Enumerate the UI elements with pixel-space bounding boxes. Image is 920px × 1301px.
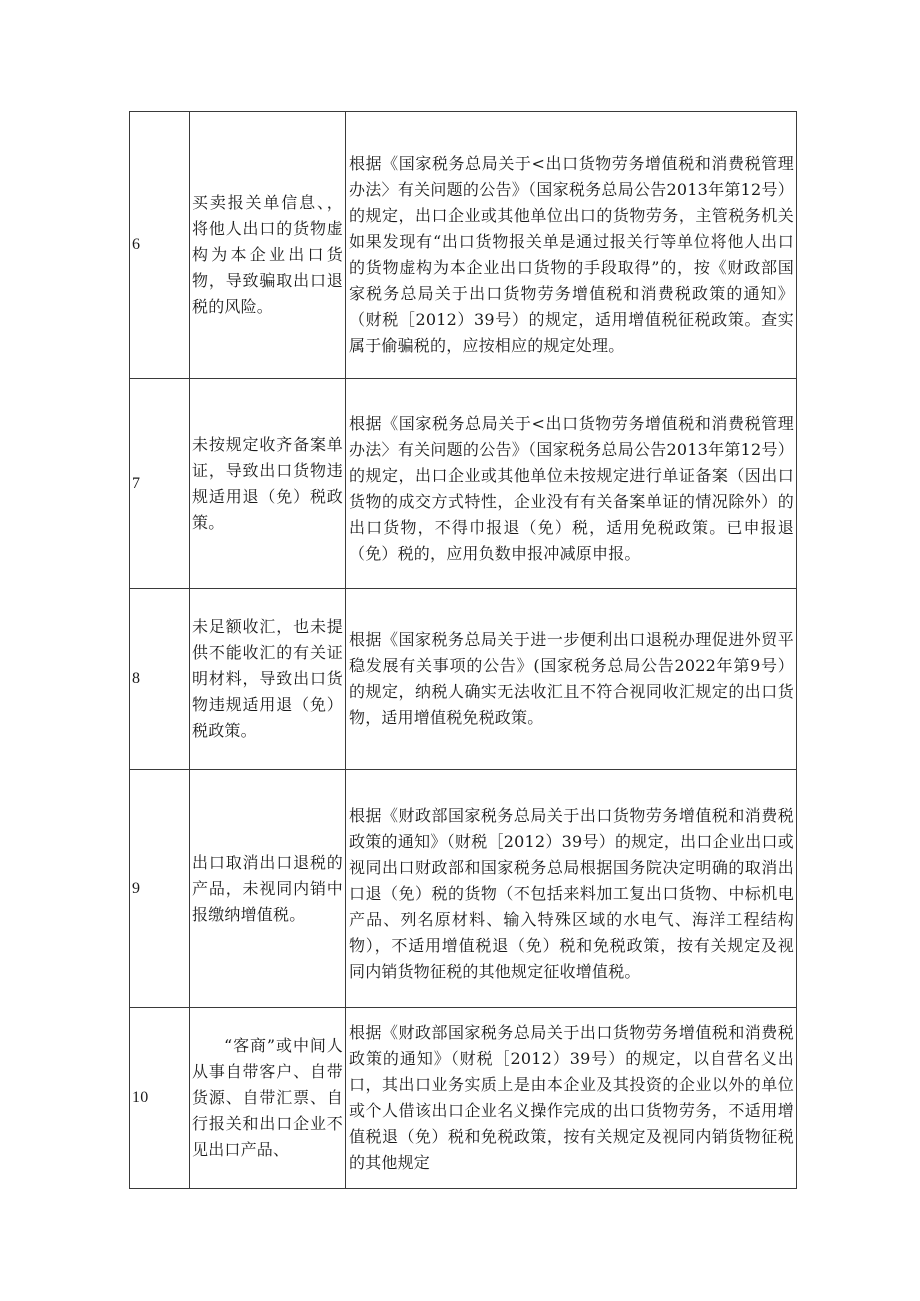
legal-basis [346, 379, 797, 589]
table-row [130, 1008, 797, 1189]
tax-risk-table [129, 111, 797, 1189]
risk-text: 买卖报关单信息、，将他人出口的货物虚构为本企业出口货物，导致骗取出口退税的风险。 [192, 193, 343, 316]
basis-text: 根据《财政部国家税务总局关于出口货物劳务增值税和消费税政策的通知》（财税［2012）39号）的规定，以自营名义出口，其出口业务实质上是由本企业及其投资的企业以外的单位或个人借该出口企业名义操作完成的出口货物劳务，不适用增值税退（免）税和免税政策，按有关规定及视同内销货物征税的其他规定 [349, 1023, 794, 1172]
table-row [130, 112, 797, 379]
risk-text: 未足额收汇，也未提供不能收汇的有关证明材料，导致出口货物违规适用退（免）税政策。 [192, 617, 343, 740]
table-row [130, 589, 797, 770]
risk-text: 出口取消出口退税的产品，未视同内销中报缴纳增值税。 [192, 852, 343, 924]
basis-text: 根据《国家税务总局关于<出口货物劳务增值税和消费税管理办法〉有关问题的公告》（国家税务总局公告2013年第12号）的规定，出口企业或其他单位未按规定进行单证备案（因出口货物的成交方式特性，企业没有有关备案单证的情况除外）的出口货物，不得巾报退（免）税，适用免税政策。已申报退（免）税的，应用负数申报冲减原申报。 [349, 413, 794, 563]
basis-text: 根据《国家税务总局关于<出口货物劳务增值税和消费税管理办法〉有关问题的公告》（国家税务总局公告2013年第12号）的规定，出口企业或其他单位出口的货物劳务，主管税务机关如果发现有“出口货物报关单是通过报关行等单位将他人出口的货物虚构为本企业出口货物的手段取得”的，按《财政部国家税务总局关于出口货物劳务增值税和消费税政策的通知》（财税［2012）39号）的规定，适用增值税征税政策。查实属于偷骗税的，应按相应的规定处理。 [349, 154, 794, 355]
risk-description [190, 1008, 346, 1189]
legal-basis [346, 589, 797, 770]
legal-basis [346, 1008, 797, 1189]
risk-text: “客商”或中间人从事自带客户、自带货源、自带汇票、自行报关和出口企业不见出口产品、 [192, 1036, 343, 1159]
legal-basis [346, 770, 797, 1008]
risk-description [190, 770, 346, 1008]
row-number: 9 [130, 770, 190, 1008]
row-number: 10 [130, 1008, 190, 1189]
row-number: 6 [130, 112, 190, 379]
row-number: 8 [130, 589, 190, 770]
basis-text: 根据《财政部国家税务总局关于出口货物劳务增值税和消费税政策的通知》（财税［2012）39号）的规定，出口企业出口或视同出口财政部和国家税务总局根据国务院决定明确的取消出口退（免）税的货物（不包括来料加工复出口货物、中标机电产品、列名原材料、输入特殊区域的水电气、海洋工程结构物），不适用增值税退（免）税和免税政策，按有关规定及视同内销货物征税的其他规定征收增值税。 [349, 805, 794, 981]
table-row [130, 770, 797, 1008]
basis-text: 根据《国家税务总局关于进一步便利出口退税办理促进外贸平稳发展有关事项的公告》(国家税务总局公告2022年第9号）的规定，纳税人确实无法收汇且不符合视同收汇规定的出口货物，适用增值税免税政策。 [349, 630, 794, 727]
table-row [130, 379, 797, 589]
legal-basis [346, 112, 797, 379]
risk-description [190, 112, 346, 379]
row-number: 7 [130, 379, 190, 589]
risk-description [190, 589, 346, 770]
risk-text: 未按规定收齐备案单证，导致出口货物违规适用退（免）税政策。 [192, 434, 343, 532]
risk-description [190, 379, 346, 589]
